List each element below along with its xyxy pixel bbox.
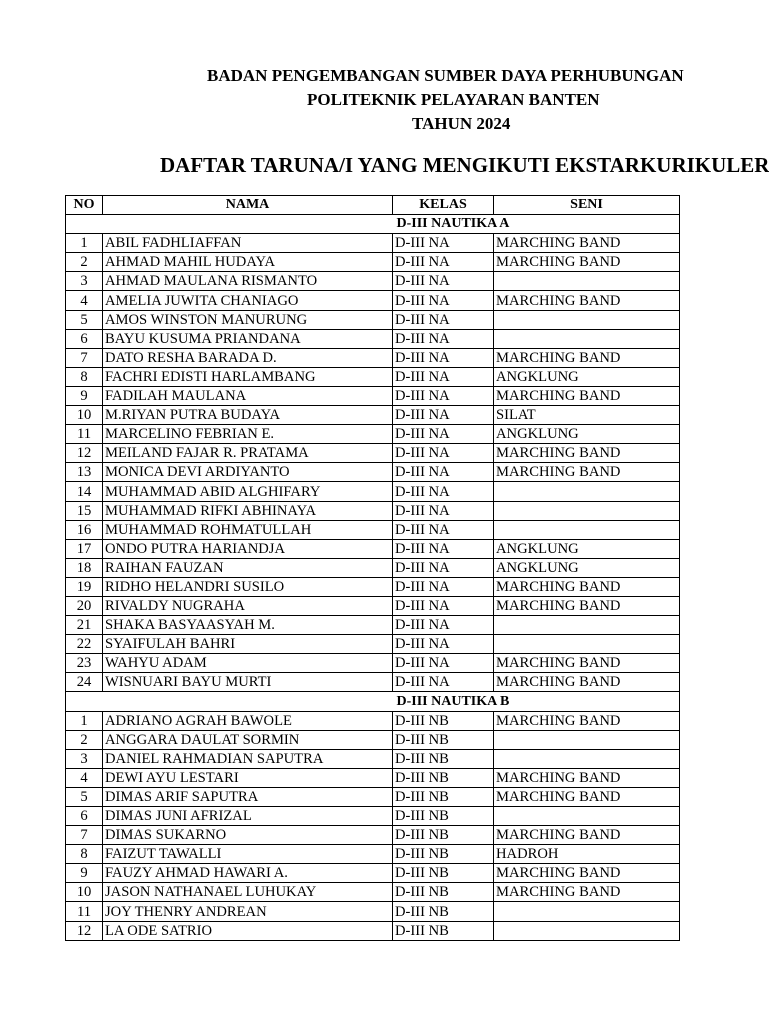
cell-seni: ANGKLUNG [494,425,680,444]
cell-no: 6 [66,329,103,348]
cell-seni [494,482,680,501]
cell-nama: FADILAH MAULANA [103,386,393,405]
cell-no: 9 [66,386,103,405]
cell-seni: MARCHING BAND [494,711,680,730]
cell-nama: ABIL FADHLIAFFAN [103,234,393,253]
cell-kelas: D-III NA [393,310,494,329]
table-row [66,520,680,539]
cell-seni [494,310,680,329]
table-row [66,845,680,864]
cell-nama: BAYU KUSUMA PRIANDANA [103,329,393,348]
cell-kelas: D-III NA [393,635,494,654]
table-row [66,711,680,730]
cell-nama: MUHAMMAD ROHMATULLAH [103,520,393,539]
cell-no: 21 [66,616,103,635]
cell-seni [494,902,680,921]
cell-seni [494,749,680,768]
cell-seni: MARCHING BAND [494,864,680,883]
cell-no: 12 [66,921,103,940]
table-row [66,444,680,463]
table-row [66,425,680,444]
cell-nama: MARCELINO FEBRIAN E. [103,425,393,444]
table-row [66,291,680,310]
cell-nama: RIDHO HELANDRI SUSILO [103,577,393,596]
cell-no: 24 [66,673,103,692]
cell-nama: RIVALDY NUGRAHA [103,596,393,615]
table-body [66,215,680,941]
table-row [66,329,680,348]
cell-kelas: D-III NB [393,864,494,883]
cell-kelas: D-III NA [393,577,494,596]
header-area [0,0,769,200]
cell-no: 19 [66,577,103,596]
table-row [66,673,680,692]
cell-no: 17 [66,539,103,558]
cell-nama: FAUZY AHMAD HAWARI A. [103,864,393,883]
cell-kelas: D-III NA [393,348,494,367]
cell-kelas: D-III NA [393,234,494,253]
cell-seni [494,520,680,539]
cell-no: 4 [66,291,103,310]
column-header-nama: NAMA [103,196,393,215]
table-row [66,635,680,654]
cell-seni: ANGKLUNG [494,558,680,577]
cell-seni: MARCHING BAND [494,348,680,367]
cell-no: 23 [66,654,103,673]
cell-nama: JOY THENRY ANDREAN [103,902,393,921]
year-line: TAHUN 2024 [412,114,511,133]
cell-no: 6 [66,807,103,826]
cell-kelas: D-III NB [393,787,494,806]
table-row [66,730,680,749]
cell-kelas: D-III NA [393,444,494,463]
table-row [66,749,680,768]
cell-kelas: D-III NA [393,673,494,692]
cell-nama: WAHYU ADAM [103,654,393,673]
cell-nama: FACHRI EDISTI HARLAMBANG [103,367,393,386]
cell-seni: MARCHING BAND [494,444,680,463]
cell-kelas: D-III NA [393,386,494,405]
cell-no: 11 [66,425,103,444]
cell-no: 9 [66,864,103,883]
cell-seni [494,501,680,520]
cell-no: 7 [66,826,103,845]
cell-no: 22 [66,635,103,654]
cell-seni: MARCHING BAND [494,787,680,806]
cell-seni: MARCHING BAND [494,596,680,615]
agency-name: BADAN PENGEMBANGAN SUMBER DAYA PERHUBUNGAN [207,66,684,85]
cell-nama: FAIZUT TAWALLI [103,845,393,864]
table-row [66,463,680,482]
cell-no: 1 [66,711,103,730]
section-header-row [66,215,680,234]
student-table [65,195,680,941]
cell-seni: MARCHING BAND [494,253,680,272]
cell-nama: M.RIYAN PUTRA BUDAYA [103,406,393,425]
cell-nama: MUHAMMAD ABID ALGHIFARY [103,482,393,501]
cell-nama: ONDO PUTRA HARIANDJA [103,539,393,558]
cell-seni [494,329,680,348]
column-header-kelas: KELAS [393,196,494,215]
cell-kelas: D-III NB [393,902,494,921]
cell-kelas: D-III NA [393,558,494,577]
cell-nama: AHMAD MAULANA RISMANTO [103,272,393,291]
cell-seni [494,635,680,654]
section-header-spacer [66,215,393,234]
table-row [66,807,680,826]
cell-nama: DIMAS JUNI AFRIZAL [103,807,393,826]
cell-nama: ADRIANO AGRAH BAWOLE [103,711,393,730]
table-row [66,482,680,501]
section-title: D-III NAUTIKA A [393,215,680,234]
table-row [66,616,680,635]
table-row [66,596,680,615]
table-row [66,864,680,883]
cell-no: 5 [66,787,103,806]
cell-no: 3 [66,749,103,768]
cell-nama: WISNUARI BAYU MURTI [103,673,393,692]
cell-no: 2 [66,730,103,749]
table-row [66,787,680,806]
cell-no: 3 [66,272,103,291]
cell-no: 15 [66,501,103,520]
cell-kelas: D-III NB [393,730,494,749]
cell-nama: ANGGARA DAULAT SORMIN [103,730,393,749]
cell-nama: MEILAND FAJAR R. PRATAMA [103,444,393,463]
cell-seni: MARCHING BAND [494,673,680,692]
cell-kelas: D-III NA [393,291,494,310]
cell-seni [494,730,680,749]
cell-seni [494,616,680,635]
table-row [66,558,680,577]
cell-seni [494,272,680,291]
cell-seni: MARCHING BAND [494,768,680,787]
cell-no: 8 [66,367,103,386]
table-row [66,272,680,291]
cell-seni [494,807,680,826]
cell-kelas: D-III NA [393,482,494,501]
cell-kelas: D-III NA [393,463,494,482]
table-row [66,386,680,405]
cell-seni: MARCHING BAND [494,577,680,596]
cell-no: 18 [66,558,103,577]
cell-seni: ANGKLUNG [494,367,680,386]
cell-kelas: D-III NA [393,272,494,291]
cell-no: 14 [66,482,103,501]
cell-seni: MARCHING BAND [494,234,680,253]
cell-nama: AMELIA JUWITA CHANIAGO [103,291,393,310]
table-row [66,921,680,940]
cell-kelas: D-III NB [393,749,494,768]
table-row [66,577,680,596]
cell-seni: ANGKLUNG [494,539,680,558]
table-row [66,501,680,520]
cell-kelas: D-III NB [393,826,494,845]
table-row [66,539,680,558]
cell-kelas: D-III NB [393,711,494,730]
cell-nama: DIMAS SUKARNO [103,826,393,845]
cell-nama: JASON NATHANAEL LUHUKAY [103,883,393,902]
cell-kelas: D-III NA [393,406,494,425]
cell-seni: MARCHING BAND [494,386,680,405]
column-header-no: NO [66,196,103,215]
cell-seni: SILAT [494,406,680,425]
cell-no: 2 [66,253,103,272]
document-title: DAFTAR TARUNA/I YANG MENGIKUTI EKSTARKURIKULER [160,153,769,177]
cell-no: 4 [66,768,103,787]
cell-nama: DANIEL RAHMADIAN SAPUTRA [103,749,393,768]
cell-seni: MARCHING BAND [494,463,680,482]
cell-kelas: D-III NB [393,845,494,864]
cell-nama: SYAIFULAH BAHRI [103,635,393,654]
cell-kelas: D-III NA [393,329,494,348]
cell-kelas: D-III NA [393,654,494,673]
cell-kelas: D-III NA [393,616,494,635]
table-row [66,253,680,272]
cell-no: 13 [66,463,103,482]
cell-nama: AMOS WINSTON MANURUNG [103,310,393,329]
table-header-row [66,196,680,215]
cell-no: 20 [66,596,103,615]
cell-seni: MARCHING BAND [494,826,680,845]
cell-no: 5 [66,310,103,329]
cell-seni: MARCHING BAND [494,883,680,902]
cell-no: 10 [66,406,103,425]
cell-kelas: D-III NA [393,520,494,539]
cell-no: 8 [66,845,103,864]
cell-kelas: D-III NA [393,501,494,520]
cell-no: 7 [66,348,103,367]
institution-name: POLITEKNIK PELAYARAN BANTEN [307,90,600,109]
table-row [66,367,680,386]
cell-nama: MUHAMMAD RIFKI ABHINAYA [103,501,393,520]
section-header-row [66,692,680,711]
section-title: D-III NAUTIKA B [393,692,680,711]
table-row [66,654,680,673]
cell-no: 11 [66,902,103,921]
cell-kelas: D-III NB [393,768,494,787]
cell-kelas: D-III NA [393,253,494,272]
cell-nama: SHAKA BASYAASYAH M. [103,616,393,635]
cell-seni [494,921,680,940]
table-row [66,768,680,787]
table-row [66,902,680,921]
table-row [66,234,680,253]
section-header-spacer [66,692,393,711]
cell-seni: MARCHING BAND [494,654,680,673]
cell-kelas: D-III NA [393,425,494,444]
cell-kelas: D-III NA [393,539,494,558]
cell-no: 10 [66,883,103,902]
table-row [66,348,680,367]
cell-nama: DIMAS ARIF SAPUTRA [103,787,393,806]
cell-kelas: D-III NA [393,367,494,386]
cell-seni: MARCHING BAND [494,291,680,310]
table-row [66,406,680,425]
table-row [66,826,680,845]
table-row [66,883,680,902]
cell-nama: DATO RESHA BARADA D. [103,348,393,367]
cell-nama: RAIHAN FAUZAN [103,558,393,577]
cell-seni: HADROH [494,845,680,864]
cell-kelas: D-III NB [393,883,494,902]
cell-kelas: D-III NB [393,921,494,940]
cell-kelas: D-III NA [393,596,494,615]
table-row [66,310,680,329]
cell-nama: LA ODE SATRIO [103,921,393,940]
cell-nama: MONICA DEVI ARDIYANTO [103,463,393,482]
cell-no: 12 [66,444,103,463]
cell-nama: AHMAD MAHIL HUDAYA [103,253,393,272]
cell-no: 1 [66,234,103,253]
cell-nama: DEWI AYU LESTARI [103,768,393,787]
cell-no: 16 [66,520,103,539]
column-header-seni: SENI [494,196,680,215]
cell-kelas: D-III NB [393,807,494,826]
